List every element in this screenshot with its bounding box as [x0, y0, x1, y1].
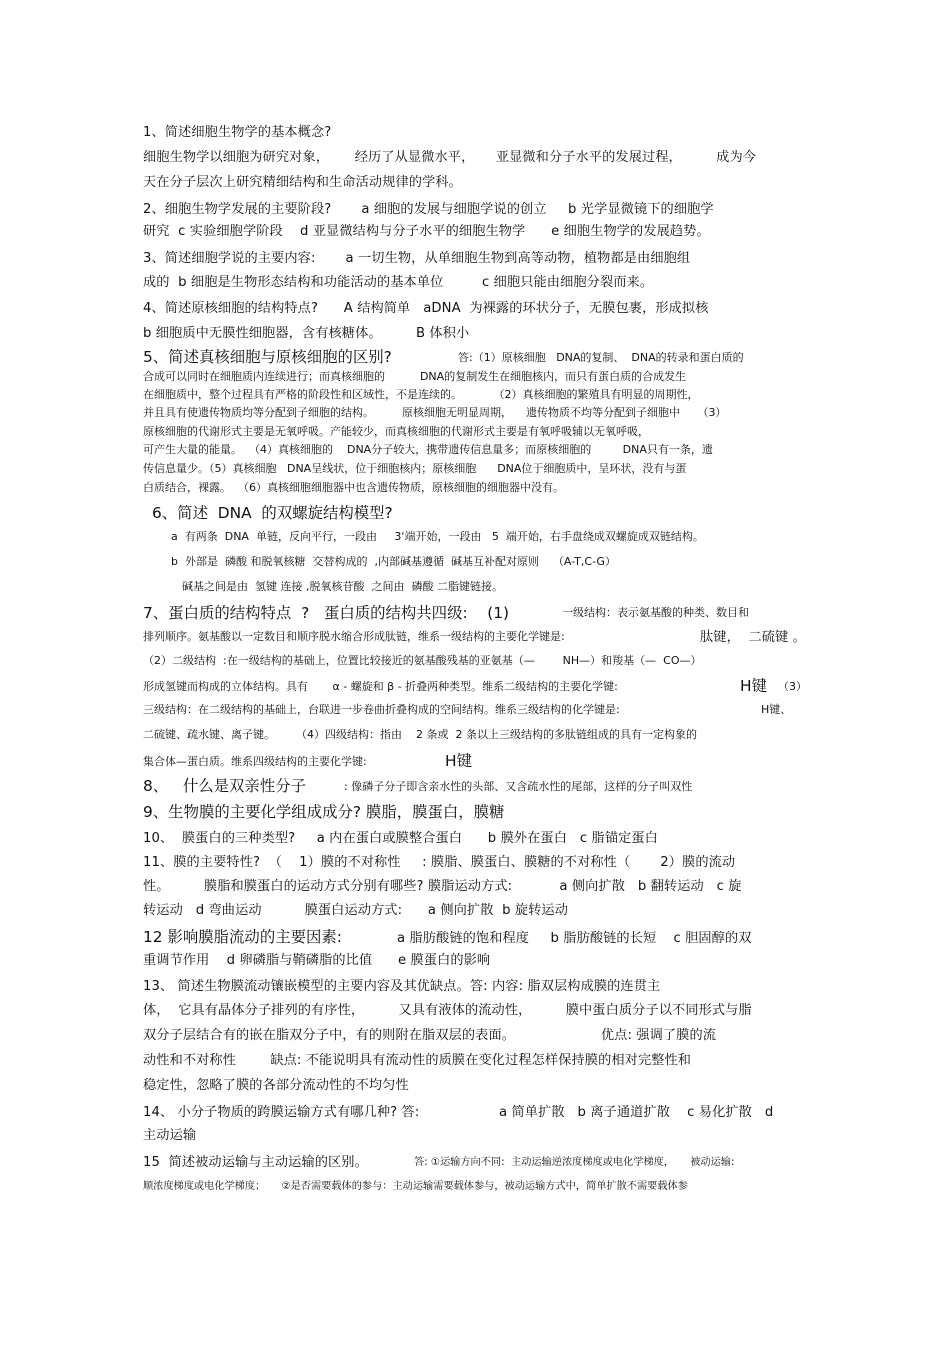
q15-title: 15 简述被动运输与主动运输的区别。: [143, 1155, 368, 1170]
q7-level-2-bond: H键: [740, 677, 767, 695]
q8-title: 8、 什么是双亲性分子: [143, 777, 306, 795]
q6-title: 6、简述 DNA 的双螺旋结构模型?: [152, 504, 393, 522]
q5-title: 5、简述真核细胞与原核细胞的区别?: [143, 348, 392, 366]
q14-answer-line-2: 主动运输: [143, 1128, 197, 1143]
q5-answer-line-6: 可产生大量的能量。 （4）真核细胞的 DNA分子较大，携带遗传信息量多；而原核细胞的 DNA只有一条，遗: [143, 443, 713, 456]
q7-level-3-marker: （3）: [778, 680, 807, 693]
q14-title: 14、 小分子物质的跨膜运输方式有哪几种? 答:: [143, 1105, 420, 1120]
q13-line-5: 稳定性，忽略了膜的各部分流动性的不均匀性: [143, 1078, 409, 1093]
q7-level-4-bond: H键: [445, 752, 472, 770]
q6-point-a: a 有两条 DNA 单链，反向平行，一段由 3'端开始，一段由 5 端开始，右手盘绕成双螺旋成双链结构。: [171, 530, 704, 543]
q10-line: 10、 膜蛋白的三种类型? a 内在蛋白或膜整合蛋白 b 膜外在蛋白 c 脂锚定蛋白: [143, 831, 658, 846]
q15-answer-line-2: 顺浓度梯度或电化学梯度； ②是否需要载体的参与：主动运输需要载体参与，被动运输方式中，简单扩散不需要载体参: [143, 1181, 688, 1192]
q4-line-2: b 细胞质中无膜性细胞器，含有核糖体。 B 体积小: [143, 326, 470, 341]
q9-title: 9、生物膜的主要化学组成成分? 膜脂，膜蛋白，膜糖: [143, 803, 505, 821]
q8-answer: : 像磷子分子即含亲水性的头部、又含疏水性的尾部，这样的分子叫双性: [344, 780, 693, 793]
q11-line-3: 转运动 d 弯曲运动 膜蛋白运动方式: a 侧向扩散 b 旋转运动: [143, 903, 568, 918]
q7-level-1-bonds: 肽键， 二硫键 。: [700, 630, 806, 645]
q6-point-b-cont: 碱基之间是由 氢键 连接 ,脱氧核苷酸 之间由 磷酸 二脂键链接。: [182, 580, 503, 593]
q11-line-2: 性。 膜脂和膜蛋白的运动方式分别有哪些? 膜脂运动方式: a 侧向扩散 b 翻转运动 c 旋: [143, 879, 742, 894]
q5-answer-line-7: 传信息量少。（5）真核细胞 DNA呈线状，位于细胞核内；原核细胞 DNA位于细胞质中，呈环状，没有与蛋: [143, 462, 687, 475]
q5-answer-line-5: 原核细胞的代谢形式主要是无氧呼吸。产能较少，而真核细胞的代谢形式主要是有氧呼吸辅以无氧呼吸，: [143, 425, 649, 438]
q7-level-4-line-2: 集合体—蛋白质。维系四级结构的主要化学键:: [143, 755, 367, 768]
q12-title: 12 影响膜脂流动的主要因素:: [143, 928, 342, 946]
q1-answer-line-2: 天在分子层次上研究精细结构和生命活动规律的学科。: [143, 175, 462, 190]
q5-answer-line-4: 并且具有使遗传物质均等分配到子细胞的结构。 原核细胞无明显周期， 遗传物质不均等分配到子细胞中 （3）: [143, 406, 727, 419]
q2-line-1: 2、细胞生物学发展的主要阶段? a 细胞的发展与细胞学说的创立 b 光学显微镜下的细胞学: [143, 202, 714, 217]
q6-point-b: b 外部是 磷酸 和脱氧核糖 交替构成的 ,内部碱基遵循 碱基互补配对原则 （A-T,C-G）: [171, 555, 616, 568]
q5-answer-line-2: 合成可以同时在细胞质内连续进行；而真核细胞的 DNA的复制发生在细胞核内，而只有蛋白质的合成发生: [143, 370, 687, 383]
q7-level-2-line-2: 形成氢键而构成的立体结构。具有 α - 螺旋和 β - 折叠两种类型。维系二级结构的主要化学键:: [143, 680, 618, 693]
q1-answer-line-1: 细胞生物学以细胞为研究对象， 经历了从显微水平， 亚显微和分子水平的发展过程， 成为今: [143, 150, 757, 165]
q7-level-1-start: 一级结构：表示氨基酸的种类、数目和: [562, 606, 749, 619]
q7-level-2-line-1: （2）二级结构 :在一级结构的基础上，位置比较接近的氨基酸残基的亚氨基（— NH—）和羧基（— CO—）: [143, 654, 702, 667]
q15-answer-start: 答: ①运输方向不同: 主动运输逆浓度梯度或电化学梯度， 被动运输:: [414, 1157, 735, 1168]
q7-level-3-line-1: 三级结构：在二级结构的基础上，台联进一步卷曲折叠构成的空间结构。维系三级结构的化学键是:: [143, 703, 620, 716]
q13-line-4: 动性和不对称性 缺点: 不能说明具有流动性的质膜在变化过程怎样保持膜的相对完整性和: [143, 1053, 692, 1068]
q7-title: 7、蛋白质的结构特点 ? 蛋白质的结构共四级: (1): [143, 604, 510, 622]
q11-line-1: 11、膜的主要特性? （ 1）膜的不对称性 : 膜脂、膜蛋白、膜糖的不对称性（ 2）膜的流动: [143, 855, 736, 870]
q14-answer: a 简单扩散 b 离子通道扩散 c 易化扩散 d: [499, 1105, 774, 1120]
q13-line-2: 体， 它具有晶体分子排列的有序性， 又具有液体的流动性， 膜中蛋白质分子以不同形式与脂: [143, 1003, 752, 1018]
q2-line-2: 研究 c 实验细胞学阶段 d 亚显微结构与分子水平的细胞生物学 e 细胞生物学的发展趋势。: [143, 224, 710, 239]
q3-line-2: 成的 b 细胞是生物形态结构和功能活动的基本单位 c 细胞只能由细胞分裂而来。: [143, 275, 654, 290]
q13-line-1: 13、 简述生物膜流动镶嵌模型的主要内容及其优缺点。答: 内容: 脂双层构成膜的连贯主: [143, 979, 661, 994]
q12-answer-line-1: a 脂肪酸链的饱和程度 b 脂肪酸链的长短 c 胆固醇的双: [397, 931, 752, 946]
q7-level-1-line-2: 排列顺序。氨基酸以一定数目和顺序脱水缩合形成肽链，维系一级结构的主要化学键是:: [143, 630, 565, 643]
q1-title: 1、简述细胞生物学的基本概念?: [143, 125, 332, 140]
q13-line-3: 双分子层结合有的嵌在脂双分子中，有的则附在脂双层的表面。 优点: 强调了膜的流: [143, 1028, 717, 1043]
q4-line-1: 4、简述原核细胞的结构特点? A 结构简单 aDNA 为裸露的环状分子，无膜包裹，形成拟核: [143, 301, 709, 316]
q5-answer-line-8: 白质结合，裸露。 （6）真核细胞细胞器中也含遗传物质，原核细胞的细胞器中没有。: [143, 481, 564, 494]
q5-answer-start: 答:（1）原核细胞 DNA的复制、 DNA的转录和蛋白质的: [458, 351, 744, 364]
q7-level-3-bond: H键、: [761, 703, 792, 716]
q7-level-4-line-1: 二硫键、疏水键、离子键。 （4）四级结构：指由 2 条或 2 条以上三级结构的多肽链组成的具有一定构象的: [143, 728, 697, 741]
q3-line-1: 3、简述细胞学说的主要内容: a 一切生物，从单细胞生物到高等动物，植物都是由细胞组: [143, 251, 691, 266]
q5-answer-line-3: 在细胞质中，整个过程具有严格的阶段性和区域性，不是连续的。 （2）真核细胞的繁殖具有明显的周期性，: [143, 388, 699, 401]
q12-answer-line-2: 重调节作用 d 卵磷脂与鞘磷脂的比值 e 膜蛋白的影响: [143, 953, 491, 968]
